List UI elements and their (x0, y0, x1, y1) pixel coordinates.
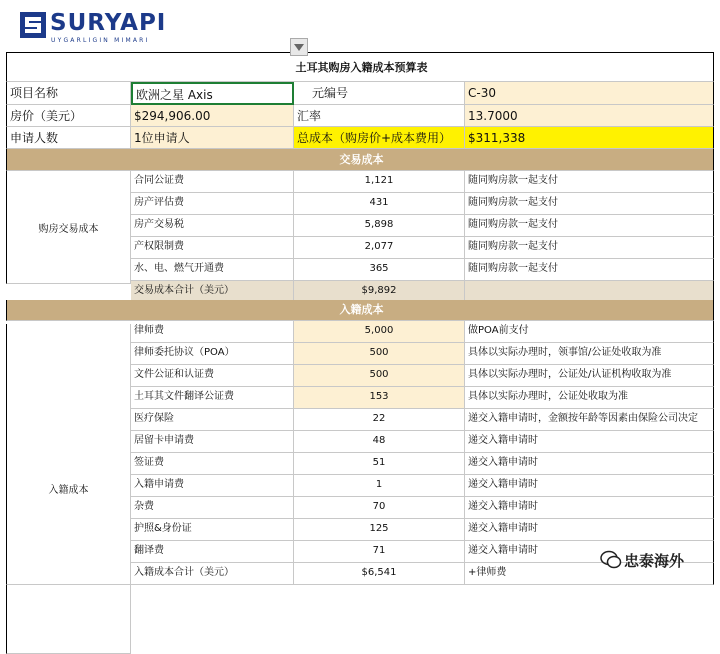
item-note: 随同购房款一起支付 (465, 171, 714, 193)
citizenship-subtotal-label: 入籍成本合计（美元） (131, 563, 294, 585)
total-label: 总成本（购房价+成本费用） (294, 127, 465, 149)
item-name: 律师费 (131, 321, 294, 343)
project-select[interactable]: 欧洲之星 Axis (131, 82, 294, 105)
rate-label: 汇率 (294, 105, 465, 127)
item-note: 递交入籍申请时 (465, 453, 714, 475)
item-note: 随同购房款一起支付 (465, 259, 714, 281)
citizenship-subtotal-note: +律师费 (465, 563, 714, 585)
info-row-applicants (6, 127, 714, 149)
item-note: 递交入籍申请时 (465, 519, 714, 541)
table-row (6, 475, 714, 497)
table-row (6, 171, 714, 193)
item-amount[interactable]: 2,077 (294, 237, 465, 259)
table-row (6, 215, 714, 237)
item-amount[interactable]: 1,121 (294, 171, 465, 193)
item-note: 递交入籍申请时 (465, 497, 714, 519)
table-row (6, 259, 714, 281)
applicants-value[interactable]: 1位申请人 (131, 127, 294, 149)
table-row (6, 453, 714, 475)
item-amount[interactable]: 1 (294, 475, 465, 497)
item-amount[interactable]: 153 (294, 387, 465, 409)
item-note: 递交入籍申请时 (465, 475, 714, 497)
item-note: 递交入籍申请时 (465, 541, 714, 563)
item-name: 房产交易税 (131, 215, 294, 237)
citizenship-band: 入籍成本 (6, 300, 714, 321)
item-name: 水、电、燃气开通费 (131, 259, 294, 281)
citizenship-subtotal-spacer (6, 563, 131, 585)
citizenship-subtotal-value: $6,541 (294, 563, 465, 585)
item-amount[interactable]: 431 (294, 193, 465, 215)
item-name: 土耳其文件翻译公证费 (131, 387, 294, 409)
table-row (6, 365, 714, 387)
item-note: 递交入籍申请时，金额按年龄等因素由保险公司决定 (465, 409, 714, 431)
item-note: 具体以实际办理时，公证处收取为准 (465, 387, 714, 409)
info-row-price (6, 105, 714, 127)
suryapi-logo-icon (20, 12, 46, 38)
item-name: 合同公证费 (131, 171, 294, 193)
item-note: 随同购房款一起支付 (465, 193, 714, 215)
item-amount[interactable]: 5,000 (294, 321, 465, 343)
table-row (6, 409, 714, 431)
item-amount[interactable]: 71 (294, 541, 465, 563)
suryapi-logo (20, 12, 180, 44)
rate-value[interactable]: 13.7000 (465, 105, 714, 127)
item-amount[interactable]: 48 (294, 431, 465, 453)
table-row (6, 193, 714, 215)
table-row (6, 519, 714, 541)
sheet-title: 土耳其购房入籍成本预算表 (6, 52, 714, 82)
applicants-label: 申请人数 (6, 127, 131, 149)
transaction-band: 交易成本 (6, 149, 714, 171)
unit-value[interactable]: C-30 (465, 82, 714, 105)
total-value: $311,338 (465, 127, 714, 149)
watermark (600, 548, 715, 574)
item-amount[interactable]: 5,898 (294, 215, 465, 237)
item-note: 递交入籍申请时 (465, 431, 714, 453)
watermark-text: 忠泰海外 (624, 552, 685, 570)
table-row (6, 321, 714, 343)
logo-tagline: UYGARLIGIN MIMARI (51, 37, 150, 44)
item-note: 做POA前支付 (465, 321, 714, 343)
item-amount[interactable]: 70 (294, 497, 465, 519)
item-name: 签证费 (131, 453, 294, 475)
item-name: 房产评估费 (131, 193, 294, 215)
logo-name: SURYAPI (50, 10, 167, 36)
item-name: 文件公证和认证费 (131, 365, 294, 387)
item-amount[interactable]: 500 (294, 343, 465, 365)
item-name: 居留卡申请费 (131, 431, 294, 453)
info-row-project (6, 82, 714, 105)
table-row (6, 387, 714, 409)
item-name: 入籍申请费 (131, 475, 294, 497)
transaction-band-row (6, 149, 714, 171)
table-row (6, 343, 714, 365)
price-label: 房价（美元） (6, 105, 131, 127)
table-row (6, 237, 714, 259)
project-label: 项目名称 (6, 82, 131, 105)
header (0, 0, 720, 52)
item-amount[interactable]: 125 (294, 519, 465, 541)
item-amount[interactable]: 22 (294, 409, 465, 431)
item-name: 翻译费 (131, 541, 294, 563)
unit-label: 元编号 (294, 82, 465, 105)
item-name: 杂费 (131, 497, 294, 519)
transaction-group-label: 购房交易成本 (6, 171, 131, 284)
item-amount[interactable]: 365 (294, 259, 465, 281)
transaction-subtotal-value: $9,892 (294, 281, 465, 303)
item-note: 具体以实际办理时，公证处/认证机构收取为准 (465, 365, 714, 387)
item-amount[interactable]: 500 (294, 365, 465, 387)
dropdown-arrow-icon[interactable] (290, 38, 308, 56)
table-row (6, 497, 714, 519)
item-name: 产权限制费 (131, 237, 294, 259)
transaction-subtotal-label: 交易成本合计（美元） (131, 281, 294, 303)
item-note: 随同购房款一起支付 (465, 215, 714, 237)
item-name: 护照&身份证 (131, 519, 294, 541)
item-name: 医疗保险 (131, 409, 294, 431)
price-value[interactable]: $294,906.00 (131, 105, 294, 127)
citizenship-group-label: 入籍成本 (6, 324, 131, 654)
wechat-icon (600, 550, 622, 570)
item-note: 随同购房款一起支付 (465, 237, 714, 259)
citizenship-band-row (6, 300, 714, 321)
item-note: 具体以实际办理时，领事馆/公证处收取为准 (465, 343, 714, 365)
item-amount[interactable]: 51 (294, 453, 465, 475)
title-row (6, 52, 714, 82)
table-row (6, 431, 714, 453)
item-name: 律师委托协议（POA） (131, 343, 294, 365)
